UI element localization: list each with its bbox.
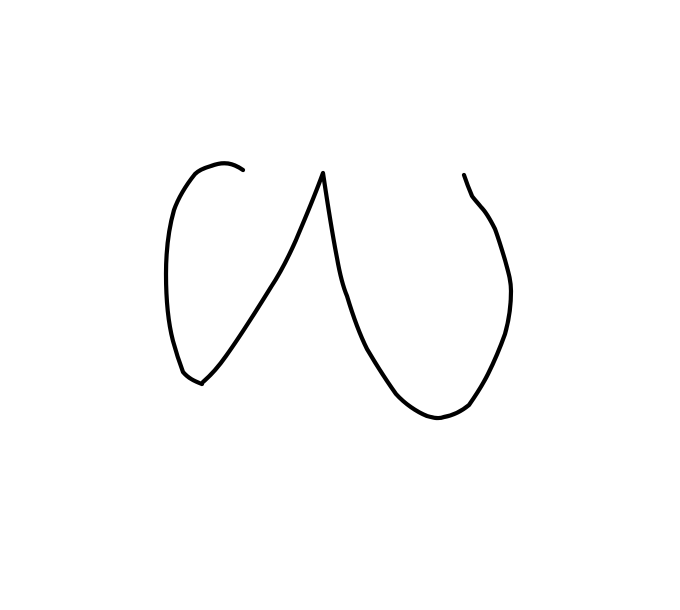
w-main-stroke xyxy=(203,173,511,418)
